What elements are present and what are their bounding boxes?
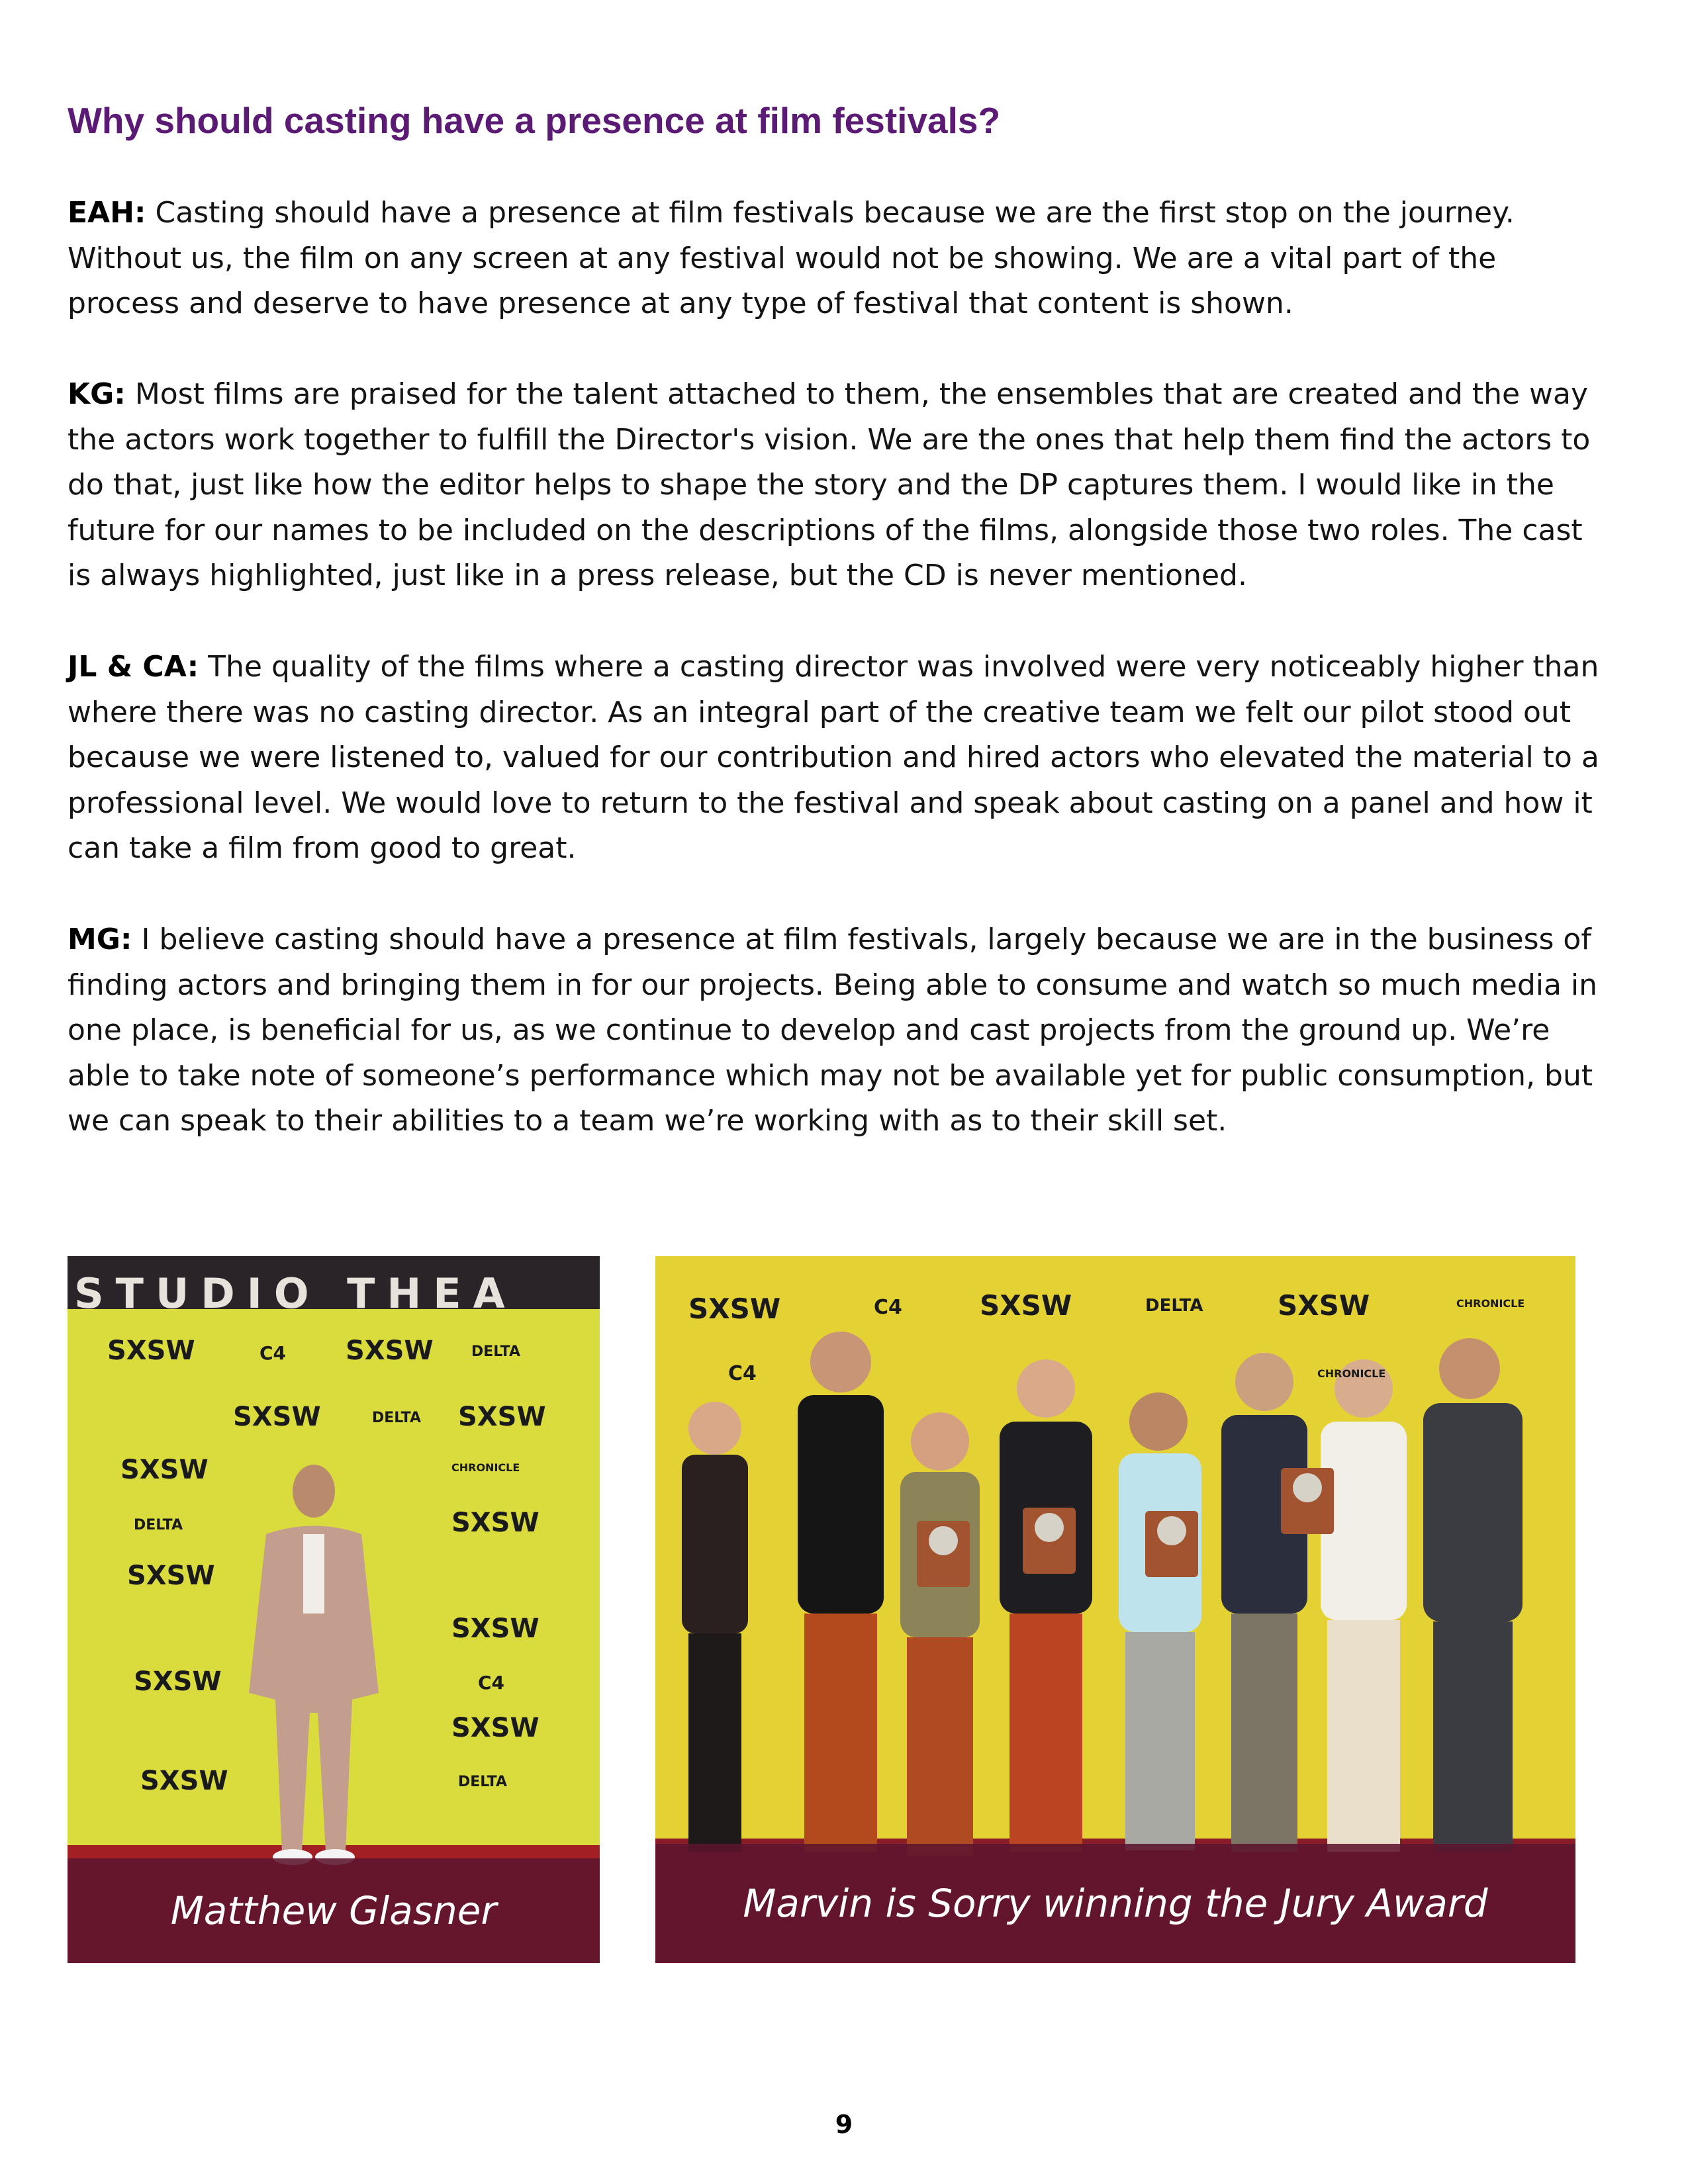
answer-text: I believe casting should have a presence at film festivals, largely because we are in the business of finding actors and bringing them in for our projects. Being able to consume and watch so much media in one place, is beneficial for us, as we continue to develop and cast projects from the ground up. We’re able to take note of someone’s performance which may not be available yet for public consumption, but we can speak to their abilities to a team we’re working with as to their skill set. bbox=[68, 923, 1598, 1138]
speaker-label: EAH: bbox=[68, 196, 146, 230]
signage-sxsw: SXSW bbox=[451, 1508, 539, 1538]
speaker-label: MG: bbox=[68, 923, 132, 956]
signage-delta: DELTA bbox=[134, 1517, 183, 1533]
signage-sxsw: SXSW bbox=[980, 1289, 1072, 1322]
answer-text: Casting should have a presence at film festivals because we are the first stop on the journey. Without us, the film on any screen at any festival would not be showing. We are a vital part of the process and deserve to have presence at any type of festival that content is shown. bbox=[68, 196, 1515, 320]
signage-c4: C4 bbox=[478, 1672, 505, 1694]
signage-delta: DELTA bbox=[471, 1343, 520, 1360]
photo-caption: Matthew Glasner bbox=[68, 1858, 600, 1963]
photo-matthew-glasner bbox=[68, 1256, 600, 1963]
answer-text: Most films are praised for the talent attached to them, the ensembles that are created and the way the actors work together to fulfill the Director's vision. We are the ones that help them find the actors to do that, just like how the editor helps to shape the story and the DP captures them. I would like in the future for our names to be included on the descriptions of the films, alongside those two roles. The cast is always highlighted, just like in a press release, but the CD is never mentioned. bbox=[68, 377, 1591, 592]
answer-eah bbox=[68, 191, 1603, 327]
signage-sxsw: SXSW bbox=[140, 1766, 228, 1796]
answer-text: The quality of the films where a casting director was involved were very noticeably higher than where there was no casting director. As an integral part of the creative team we felt our pilot stood out because we were listened to, valued for our contribution and hired actors who elevated the material to a professional level. We would love to return to the festival and speak about casting on a panel and how it can take a film from good to great. bbox=[68, 650, 1599, 865]
answer-kg bbox=[68, 372, 1603, 599]
photo-caption: Marvin is Sorry winning the Jury Award bbox=[655, 1844, 1575, 1963]
section-heading: Why should casting have a presence at film festivals? bbox=[68, 100, 1001, 141]
signage-sxsw: SXSW bbox=[451, 1614, 539, 1644]
signage-c4: C4 bbox=[259, 1342, 287, 1364]
signage-studio-theater: STUDIO THEA bbox=[74, 1269, 517, 1318]
signage-sxsw: SXSW bbox=[134, 1666, 222, 1697]
signage-sxsw: SXSW bbox=[688, 1293, 781, 1325]
answer-jl-ca bbox=[68, 645, 1603, 872]
signage-delta: DELTA bbox=[372, 1410, 421, 1426]
signage-sxsw: SXSW bbox=[120, 1455, 209, 1485]
signage-sxsw: SXSW bbox=[127, 1561, 215, 1591]
signage-sxsw: SXSW bbox=[1278, 1289, 1370, 1322]
signage-sxsw: SXSW bbox=[107, 1336, 195, 1366]
signage-sxsw: SXSW bbox=[233, 1402, 321, 1432]
signage-sxsw: SXSW bbox=[346, 1336, 434, 1366]
signage-chronicle: CHRONICLE bbox=[1317, 1367, 1386, 1380]
signage-c4: C4 bbox=[728, 1362, 757, 1385]
photo-jury-award bbox=[655, 1256, 1575, 1963]
signage-delta: DELTA bbox=[1145, 1296, 1203, 1316]
signage-sxsw: SXSW bbox=[458, 1402, 546, 1432]
page-number: 9 bbox=[835, 2110, 853, 2139]
signage-chronicle: CHRONICLE bbox=[451, 1461, 520, 1474]
signage-chronicle: CHRONICLE bbox=[1456, 1297, 1525, 1310]
signage-delta: DELTA bbox=[458, 1774, 507, 1790]
speaker-label: JL & CA: bbox=[68, 650, 199, 684]
speaker-label: KG: bbox=[68, 377, 126, 411]
signage-c4: C4 bbox=[874, 1296, 902, 1319]
signage-sxsw: SXSW bbox=[451, 1713, 539, 1743]
answer-mg bbox=[68, 917, 1603, 1144]
